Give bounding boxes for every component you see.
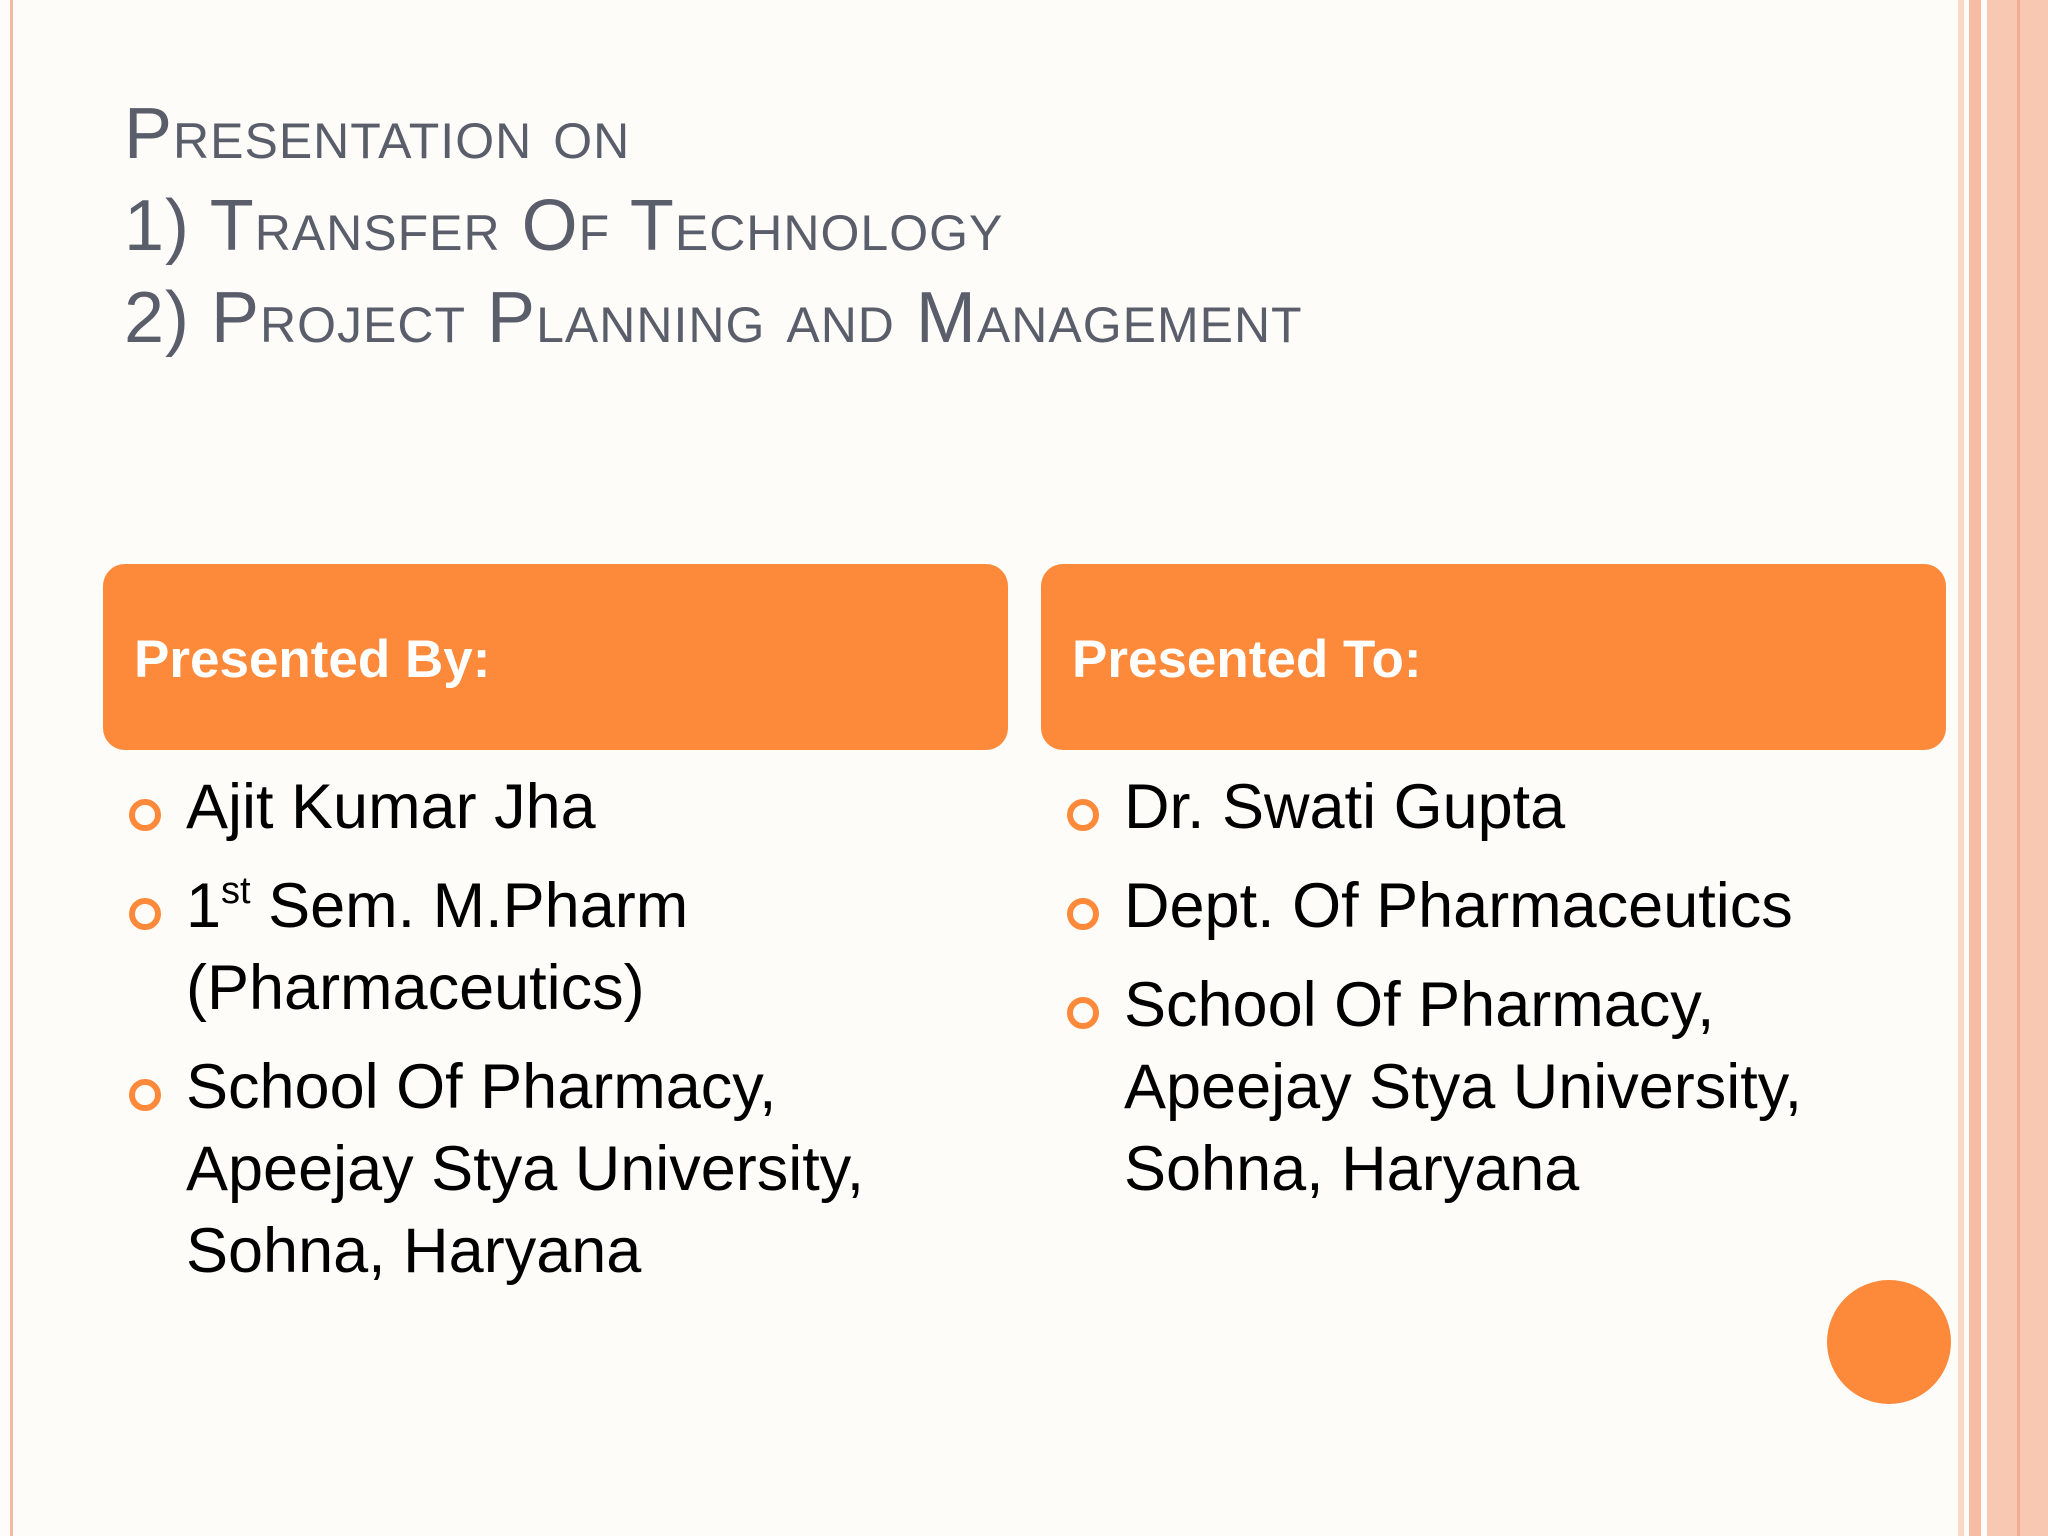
list-item: [1067, 865, 1907, 947]
presented-by-header: [103, 564, 1008, 750]
title-line-2: 1) Transfer Of Technology: [124, 186, 1004, 266]
list-item: [129, 865, 969, 1029]
recipient-school-line-2: Apeejay Stya University,: [1124, 1052, 1803, 1122]
ring-bullet-icon: [129, 799, 161, 831]
recipient-school-line-1: School Of Pharmacy,: [1124, 970, 1715, 1040]
presented-to-list: [1067, 766, 1907, 1227]
ring-bullet-icon: [1067, 997, 1099, 1029]
presenter-school-line-3: Sohna, Haryana: [186, 1216, 642, 1286]
list-item: [129, 1046, 969, 1292]
presenter-semester: [186, 865, 969, 947]
title-line-1: Presentation on: [124, 94, 631, 174]
ring-bullet-icon: [1067, 898, 1099, 930]
right-stripe-3: [1969, 0, 1981, 1536]
presented-to-header: [1041, 564, 1946, 750]
list-item: [1067, 964, 1907, 1210]
list-item: [129, 766, 969, 848]
left-border-line: [10, 0, 13, 1536]
ring-bullet-icon: [129, 898, 161, 930]
ring-bullet-icon: [1067, 799, 1099, 831]
recipient-dept: Dept. Of Pharmaceutics: [1124, 871, 1793, 941]
presented-to-heading: Presented To:: [1072, 630, 1422, 689]
presenter-school-line-1: School Of Pharmacy,: [186, 1052, 777, 1122]
presented-by-heading: Presented By:: [134, 630, 491, 689]
semester-ordinal: st: [221, 870, 251, 912]
presented-by-list: [129, 766, 969, 1309]
presenter-name: Ajit Kumar Jha: [186, 772, 596, 842]
list-item: [1067, 766, 1907, 848]
decorative-circle: [1827, 1280, 1951, 1404]
presenter-program: (Pharmaceutics): [186, 953, 645, 1023]
title-line-3: 2) Project Planning and Management: [124, 278, 1303, 358]
recipient-name: Dr. Swati Gupta: [1124, 772, 1566, 842]
presenter-school-line-2: Apeejay Stya University,: [186, 1134, 865, 1204]
semester-text: Sem. M.Pharm: [250, 871, 689, 941]
recipient-school-line-3: Sohna, Haryana: [1124, 1134, 1580, 1204]
right-stripe-6: [2017, 0, 2020, 1536]
ring-bullet-icon: [129, 1079, 161, 1111]
semester-number: 1: [186, 871, 222, 941]
slide-title: [124, 88, 1303, 364]
